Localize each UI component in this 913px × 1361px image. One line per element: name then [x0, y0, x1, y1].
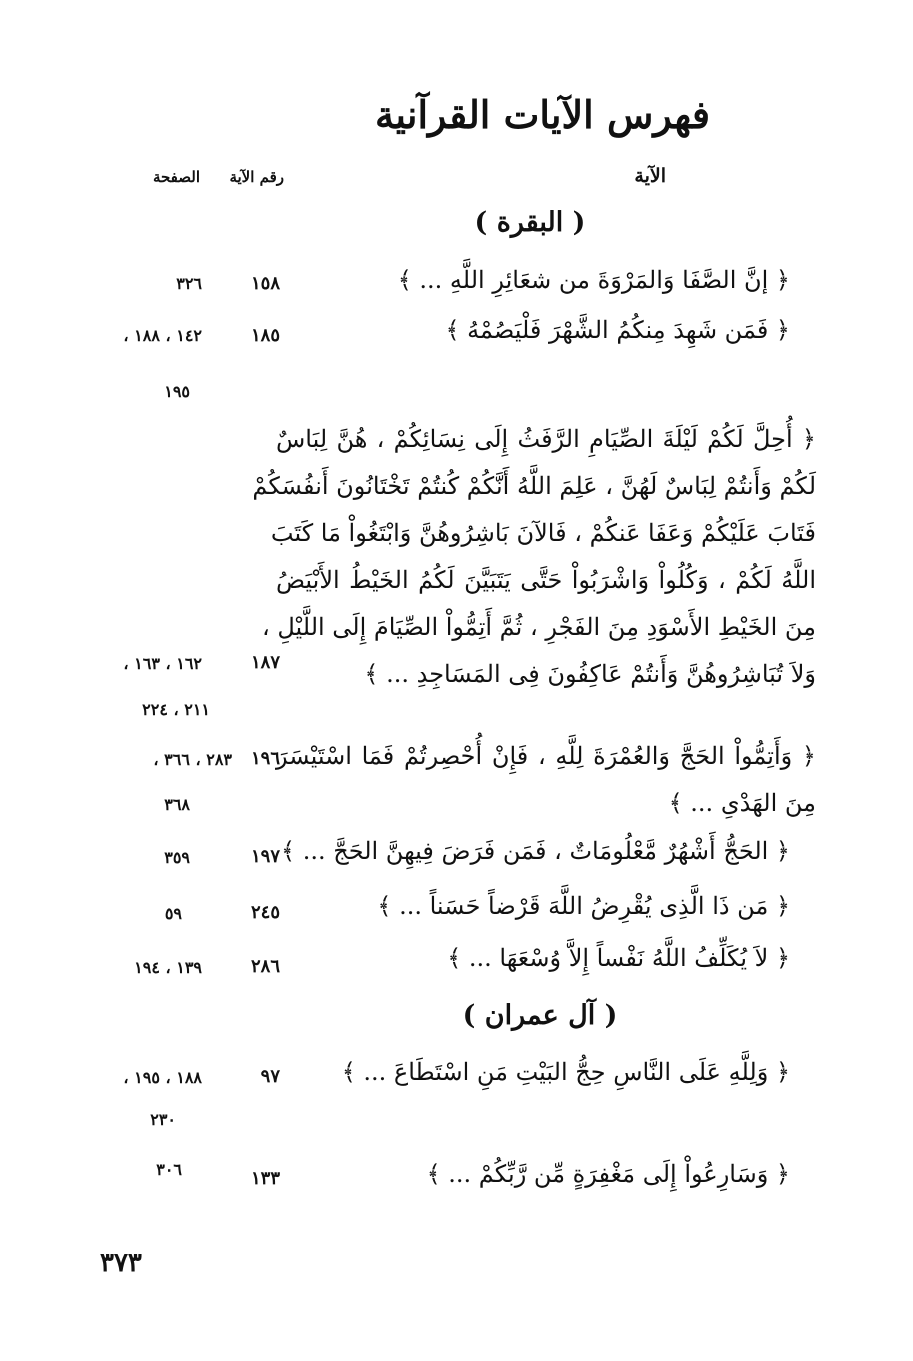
- page-refs: ٢٣٠: [150, 1110, 176, 1129]
- page-refs: ٣٥٩: [164, 848, 190, 867]
- page-refs: ٥٩: [164, 904, 182, 923]
- verse-text: ﴿ وَسَارِعُواْ إِلَى مَغْفِرَةٍ مِّن رَّبِّكُمْ ... ﴾: [426, 1160, 790, 1188]
- verse-line: وَلاَ تُبَاشِرُوهُنَّ وَأَنتُمْ عَاكِفُونَ فِى المَسَاجِدِ ... ﴾: [364, 660, 816, 688]
- page-number: ٣٧٣: [100, 1248, 142, 1278]
- page-title: فهرس الآيات القرآنية: [375, 92, 710, 137]
- verse-line: فَتَابَ عَلَيْكُمْ وَعَفَا عَنكُمْ ، فَالآنَ بَاشِرُوهُنَّ وَابْتَغُواْ مَا كَتَبَ: [270, 519, 816, 547]
- verse-line: لَكُمْ وَأَنتُمْ لِبَاسٌ لَهُنَّ ، عَلِمَ اللَّهُ أَنَّكُمْ كُنتُمْ تَخْتَانُونَ أَنفُسَكُمْ: [252, 472, 816, 500]
- verse-text: ﴿ مَن ذَا الَّذِى يُقْرِضُ اللَّهَ قَرْضاً حَسَناً ... ﴾: [377, 892, 790, 920]
- verse-number: ٢٨٦: [250, 956, 280, 977]
- verse-number: ١٥٨: [250, 273, 280, 294]
- verse-number: ١٣٣: [250, 1168, 280, 1189]
- verse-text: ﴿ وَلِلَّهِ عَلَى النَّاسِ حِجُّ البَيْتِ مَنِ اسْتَطَاعَ ... ﴾: [341, 1058, 790, 1086]
- verse-number: ٢٤٥: [250, 902, 280, 923]
- header-page: الصفحة: [152, 168, 200, 186]
- page-refs: ١٤٢ ، ١٨٨ ،: [123, 326, 202, 345]
- verse-number: ١٨٧: [250, 652, 280, 673]
- page-refs: ١٩٥: [164, 382, 190, 401]
- verse-number: ١٨٥: [250, 325, 280, 346]
- page-refs: ٣٦٨: [164, 795, 190, 814]
- verse-line: مِنَ الهَدْىِ ... ﴾: [668, 789, 816, 817]
- page-refs: ١٨٨ ، ١٩٥ ،: [123, 1068, 202, 1087]
- verse-block: [276, 733, 816, 827]
- verse-line: ﴿ وَأَتِمُّواْ الحَجَّ وَالعُمْرَةَ لِلَّهِ ، فَإِنْ أُحْصِرتُمْ فَمَا اسْتَيْسَرَ: [276, 742, 816, 770]
- page-refs: ١٦٢ ، ١٦٣ ،: [123, 654, 202, 673]
- verse-number: ٩٧: [260, 1066, 280, 1087]
- page-refs: ٢٨٣ ، ٣٦٦ ،: [153, 750, 232, 769]
- page-refs: ٣٠٦: [156, 1160, 182, 1179]
- verse-text: ﴿ فَمَن شَهِدَ مِنكُمُ الشَّهْرَ فَلْيَصُمْهُ ﴾: [445, 316, 790, 344]
- verse-text: ﴿ لاَ يُكَلِّفُ اللَّهُ نَفْساً إِلاَّ وُسْعَهَا ... ﴾: [447, 944, 790, 972]
- verse-text: ﴿ إنَّ الصَّفَا وَالمَرْوَةَ من شعَائِرِ اللَّهِ ... ﴾: [397, 266, 790, 294]
- verse-number: ١٩٦: [250, 748, 280, 769]
- page-refs: ٢١١ ، ٢٢٤: [142, 700, 210, 719]
- surah-heading: ( آل عمران ): [462, 1000, 618, 1031]
- header-verse: الآية: [634, 165, 666, 187]
- verse-line: اللَّهُ لَكُمْ ، وَكُلُواْ وَاشْرَبُواْ حَتَّى يَتَبَيَّنَ لَكُمُ الخَيْطُ الأَبْيَضُ: [276, 566, 816, 594]
- verse-line: مِنَ الخَيْطِ الأَسْوَدِ مِنَ الفَجْرِ ، ثُمَّ أَتِمُّواْ الصِّيَامَ إِلَى اللَّيْلِ ،: [261, 613, 816, 641]
- header-verse-number: رقم الآية: [229, 168, 284, 186]
- verse-text: ﴿ الحَجُّ أَشْهُرٌ مَّعْلُومَاتٌ ، فَمَن فَرَضَ فِيهِنَّ الحَجَّ ... ﴾: [281, 837, 790, 865]
- page-refs: ١٣٩ ، ١٩٤: [134, 958, 202, 977]
- page-refs: ٣٢٦: [176, 274, 202, 293]
- verse-line: ﴿ أُحِلَّ لَكُمْ لَيْلَةَ الصِّيَامِ الرَّفَثُ إِلَى نِسَائِكُمْ ، هُنَّ لِبَاسٌ: [276, 425, 816, 453]
- surah-heading: ( البقرة ): [474, 207, 586, 238]
- verse-number: ١٩٧: [250, 846, 280, 867]
